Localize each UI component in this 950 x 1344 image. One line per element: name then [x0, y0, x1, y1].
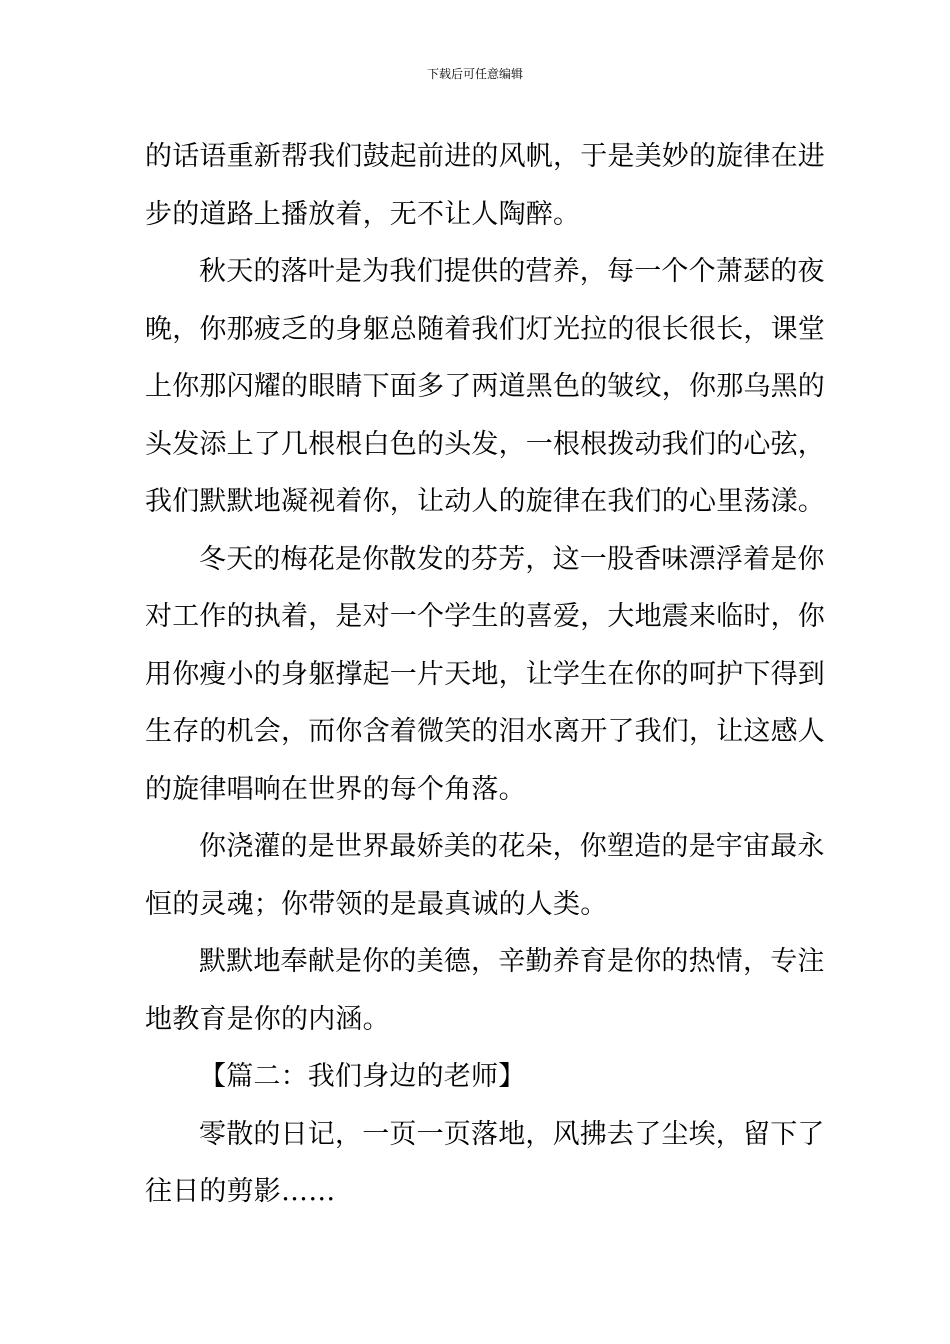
page-header: 下载后可任意编辑: [426, 67, 523, 81]
text-line: 你浇灌的是世界最娇美的花朵，你塑造的是宇宙最永: [199, 831, 825, 862]
text-line: 用你瘦小的身躯撑起一片天地，让学生在你的呵护下得到: [145, 658, 825, 690]
text-line: 对工作的执着，是对一个学生的喜爱，大地震来临时，你: [145, 601, 825, 632]
text-line: 的旋律唱响在世界的每个角落。: [145, 773, 526, 805]
text-line: 的话语重新帮我们鼓起前进的风帆，于是美妙的旋律在进: [145, 141, 825, 172]
text-line: 晚，你那疲乏的身躯总随着我们灯光拉的很长很长，课堂: [145, 313, 825, 345]
text-line: 生存的机会，而你含着微笑的泪水离开了我们，让这感人: [145, 716, 825, 747]
paragraph-autumn: [145, 243, 825, 531]
paragraph-dedication: [145, 933, 825, 1048]
text-line: 我们默默地凝视着你，让动人的旋律在我们的心里荡漾。: [145, 486, 825, 517]
text-line: 头发添上了几根根白色的头发，一根根拨动我们的心弦，: [145, 428, 825, 460]
text-line: 冬天的梅花是你散发的芬芳，这一股香味漂浮着是你: [199, 543, 825, 575]
text-line: 零散的日记，一页一页落地，风拂去了尘埃，留下了: [199, 1118, 825, 1150]
paragraph-nurture: [145, 818, 825, 933]
text-line: 默默地奉献是你的美德，辛勤养育是你的热情，专注: [199, 946, 825, 977]
document-body: [145, 128, 825, 1221]
section-heading: [145, 1048, 807, 1106]
text-line: 地教育是你的内涵。: [145, 1003, 390, 1035]
text-line: 秋天的落叶是为我们提供的营养，每一个个萧瑟的夜: [199, 256, 825, 287]
paragraph-1: [145, 128, 825, 243]
text-line: 步的道路上播放着，无不让人陶醉。: [145, 198, 581, 230]
text-line: 恒的灵魂；你带领的是最真诚的人类。: [145, 888, 608, 920]
section-title: 【篇二：我们身边的老师】: [199, 1061, 526, 1092]
text-line: 上你那闪耀的眼睛下面多了两道黑色的皱纹，你那乌黑的: [145, 371, 825, 402]
paragraph-diary: [145, 1106, 825, 1221]
text-line: 往日的剪影……: [145, 1176, 336, 1207]
paragraph-winter: [145, 531, 825, 819]
